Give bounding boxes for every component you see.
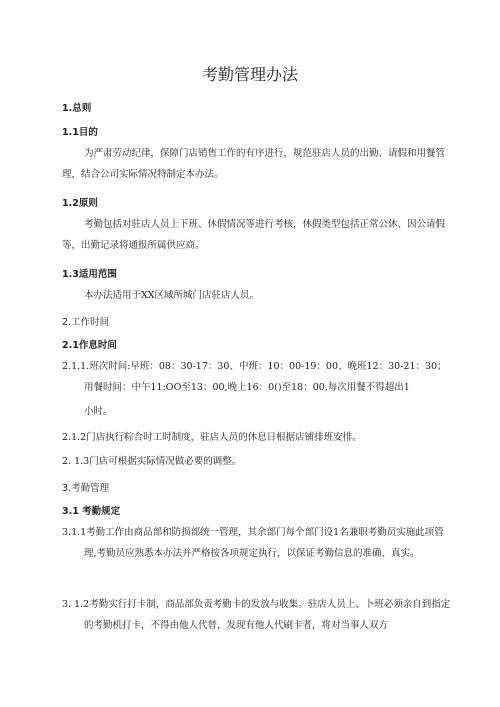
- paragraph-principle: 考勤包括对驻店人员上下班、休假情况等进行考核，休假类型包括正常公休、因公请假等，出勤记录将通报所属供应商。: [62, 219, 446, 251]
- section-heading-work-time: 2.工作时间: [62, 317, 110, 328]
- paragraph-shift-times: 2.1.1.班次时间:早班：08：30-17：30、中班：10：00-19：00、晚班12：30-21：30；用餐时间：中午11:OO至13：00,晚上16：0()至18：00,每次用餐不得超出1: [62, 361, 447, 393]
- paragraph-adjustment: 2. 1.3门店可根据实际情况做必要的调整。: [62, 456, 242, 467]
- section-heading-purpose: 1.1目的: [62, 127, 98, 138]
- section-heading-general: 1.总则: [62, 103, 92, 114]
- section-heading-attendance-rules: 3.1 考勤规定: [62, 506, 121, 517]
- section-heading-schedule: 2.1作息时间: [62, 340, 117, 351]
- paragraph-scope: 本办法适用于XX区域所城门店驻店人员。: [84, 290, 260, 301]
- section-heading-scope: 1.3适用范围: [62, 269, 117, 280]
- section-heading-principle: 1.2原则: [62, 198, 98, 209]
- document-title: 考勤管理办法: [201, 65, 298, 84]
- paragraph-attendance-management: 3.1.1考勤工作由商品部和防损部统一管理，其余部门每个部门设1名兼职考勤员实施此项管理,考勤员应熟悉本办法并严格按各项规定执行，以保证考勤信息的准确、真实。: [62, 527, 444, 559]
- section-heading-attendance: 3.考勤管理: [62, 483, 110, 494]
- paragraph-work-system: 2.1.2门店执行粽合时工时制度，驻店人员的休息日根据店铺排班安排。: [62, 432, 362, 443]
- paragraph-shift-times-end: 小时。: [84, 406, 113, 417]
- paragraph-punch-card: 3. 1.2考勤实行打卡制，商品部负责考勤卡的发放与收集。驻店人员上、卜班必须亲自到指定的考勤机打卡，不得由他人代替，发现有他人代刷卡者，将对当事人双方: [62, 599, 451, 631]
- paragraph-purpose: 为严肃劳动纪律，保障门店销售工作的有序进行，规范驻店人员的出勤、请假和用餐管理，结合公司实际情况特制定本办法。: [62, 148, 446, 180]
